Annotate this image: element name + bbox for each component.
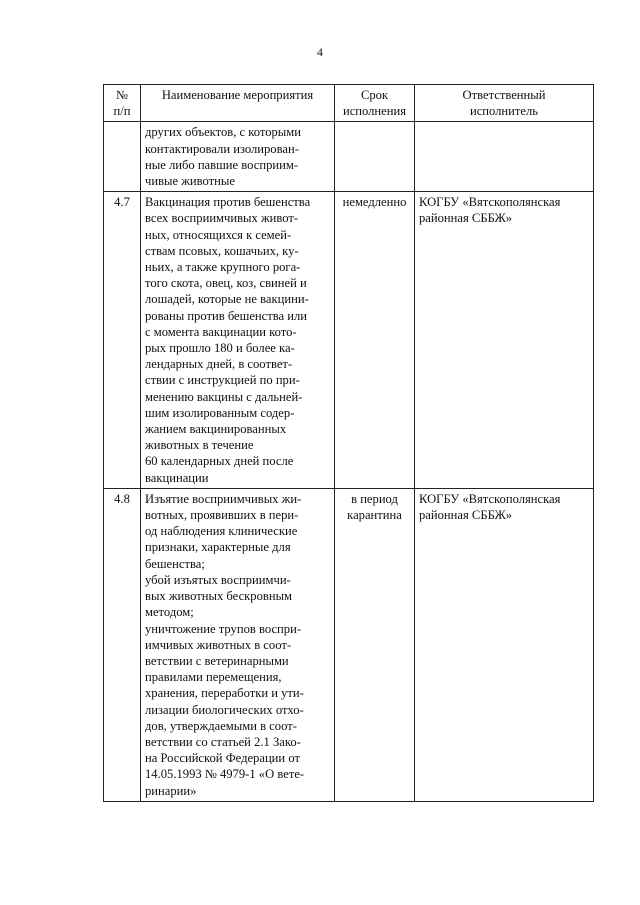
action-text xyxy=(141,122,335,192)
action-text-line: шим изолированным содер- xyxy=(145,405,295,420)
measures-table xyxy=(103,84,594,802)
action-text-line: имчивых животных в соот- xyxy=(145,637,292,652)
row-number xyxy=(104,122,141,192)
action-text-line: лендарных дней, в соответ- xyxy=(145,357,293,372)
action-text-line: ных, относящихся к семей- xyxy=(145,227,292,242)
action-text-line: од наблюдения клинические xyxy=(145,524,298,539)
table-row xyxy=(104,122,594,192)
action-text-line: рых прошло 180 и более ка- xyxy=(145,341,295,356)
deadline-text xyxy=(335,488,415,801)
executor-text xyxy=(415,488,594,801)
row-number: 4.7 xyxy=(104,192,141,489)
action-text-line: животных в течение xyxy=(145,438,254,453)
action-text-line: менению вакцины с дальней- xyxy=(145,389,303,404)
header-name: Наименование мероприятия xyxy=(141,85,335,122)
row-number: 4.8 xyxy=(104,488,141,801)
action-text-line: Вакцинация против бешенства xyxy=(145,195,311,210)
action-text-line: рованы против бешенства или xyxy=(145,308,308,323)
action-text-line: лизации биологических отхо- xyxy=(145,702,304,717)
action-text-line: с момента вакцинации кото- xyxy=(145,324,297,339)
action-text-line: 60 календарных дней после xyxy=(145,454,294,469)
action-text-line: всех восприимчивых живот- xyxy=(145,211,299,226)
action-text xyxy=(141,192,335,489)
action-text-line: ные либо павшие восприим- xyxy=(145,157,299,172)
action-text-line: бешенства; xyxy=(145,556,205,571)
action-text-line: того скота, овец, коз, свиней и xyxy=(145,276,307,291)
header-num: № п/п xyxy=(104,85,141,122)
executor-text-line: районная СББЖ» xyxy=(419,211,513,226)
action-text-line: уничтожение трупов воспри- xyxy=(145,621,302,636)
deadline-text xyxy=(335,122,415,192)
executor-text xyxy=(415,122,594,192)
action-text-line: вакцинации xyxy=(145,470,209,485)
table-row xyxy=(104,488,594,801)
table-row xyxy=(104,192,594,489)
action-text-line: дов, утверждаемыми в соот- xyxy=(145,718,297,733)
action-text-line: контактировали изолирован- xyxy=(145,141,299,156)
action-text-line: ветствии с ветеринарными xyxy=(145,653,289,668)
action-text-line: Изъятие восприимчивых жи- xyxy=(145,491,302,506)
action-text-line: ринарии» xyxy=(145,783,197,798)
action-text-line: других объектов, с которыми xyxy=(145,125,301,140)
page-number: 4 xyxy=(317,45,323,59)
action-text-line: ствии с инструкцией по при- xyxy=(145,373,300,388)
action-text-line: убой изъятых восприимчи- xyxy=(145,572,291,587)
action-text-line: жанием вакцинированных xyxy=(145,422,287,437)
action-text-line: ньих, а также крупного рога- xyxy=(145,260,301,275)
deadline-text-line: карантина xyxy=(347,508,402,523)
action-text-line: ствам псовых, кошачьих, ку- xyxy=(145,243,299,258)
executor-text-line: КОГБУ «Вятскополянская xyxy=(419,491,561,506)
action-text xyxy=(141,488,335,801)
action-text-line: 14.05.1993 № 4979-1 «О вете- xyxy=(145,767,305,782)
action-text-line: вых животных бескровным xyxy=(145,589,292,604)
action-text-line: признаки, характерные для xyxy=(145,540,291,555)
deadline-text-line: немедленно xyxy=(342,195,407,210)
header-executor: Ответственный исполнитель xyxy=(415,85,594,122)
action-text-line: на Российской Федерации от xyxy=(145,751,300,766)
table-header-row xyxy=(104,85,594,122)
deadline-text-line: в период xyxy=(351,491,398,506)
deadline-text xyxy=(335,192,415,489)
action-text-line: ветствии со статьей 2.1 Зако- xyxy=(145,734,301,749)
action-text-line: лошадей, которые не вакцини- xyxy=(145,292,309,307)
executor-text-line: районная СББЖ» xyxy=(419,508,513,523)
header-deadline: Срок исполнения xyxy=(335,85,415,122)
action-text-line: чивые животные xyxy=(145,174,235,189)
action-text-line: правилами перемещения, xyxy=(145,670,282,685)
action-text-line: вотных, проявивших в пери- xyxy=(145,508,299,523)
action-text-line: хранения, переработки и ути- xyxy=(145,686,304,701)
action-text-line: методом; xyxy=(145,605,194,620)
executor-text-line: КОГБУ «Вятскополянская xyxy=(419,195,561,210)
executor-text xyxy=(415,192,594,489)
